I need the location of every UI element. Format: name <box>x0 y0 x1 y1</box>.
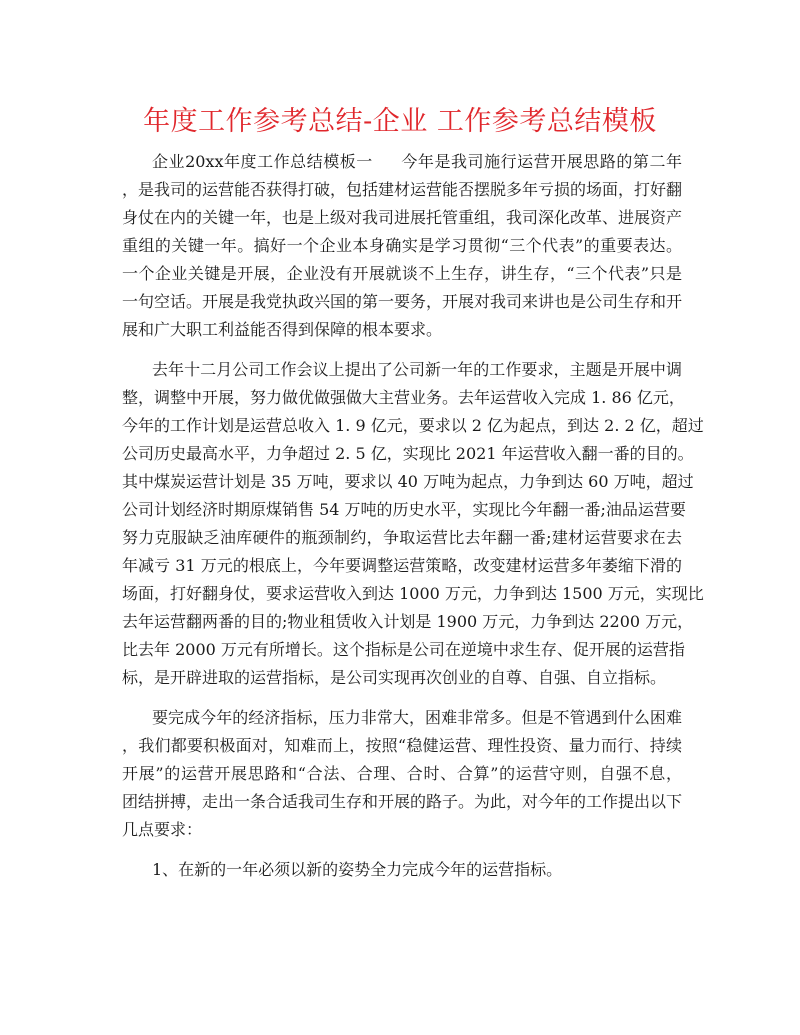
paragraph-line: 企业20xx年度工作总结模板一 今年是我司施行运营开展思路的第二年 <box>152 152 682 171</box>
paragraph-line: 重组的关键一年。搞好一个企业本身确实是学习贯彻“三个代表”的重要表达。 <box>122 236 682 255</box>
paragraph-line: 今年的工作计划是运营总收入 1. 9 亿元，要求以 2 亿为起点，到达 2. 2 亿，超过 <box>122 416 704 435</box>
paragraph-line: 比去年 2000 万元有所增长。这个指标是公司在逆境中求生存、促开展的运营指 <box>122 640 685 659</box>
paragraph-line: 公司计划经济时期原煤销售 54 万吨的历史水平，实现比今年翻一番;油品运营要 <box>122 500 686 519</box>
paragraph-line: 努力克服缺乏油库硬件的瓶颈制约，争取运营比去年翻一番;建材运营要求在去 <box>122 528 682 547</box>
paragraph-line: 其中煤炭运营计划是 35 万吨，要求以 40 万吨为起点，力争到达 60 万吨，超过 <box>122 472 694 491</box>
paragraph-line: 身仗在内的关键一年，也是上级对我司进展托管重组，我司深化改革、进展资产 <box>122 208 683 227</box>
paragraph-line: ，我们都要积极面对，知难而上，按照“稳健运营、理性投资、量力而行、持续 <box>122 736 682 755</box>
paragraph-line: 团结拼搏，走出一条合适我司生存和开展的路子。为此，对今年的工作提出以下 <box>122 792 683 811</box>
paragraph-line: 要完成今年的经济指标，压力非常大，困难非常多。但是不管遇到什么困难 <box>152 708 682 727</box>
paragraph-line: 开展”的运营开展思路和“合法、合理、合时、合算”的运营守则，自强不息， <box>122 764 682 783</box>
paragraph-line: 整，调整中开展，努力做优做强做大主营业务。去年运营收入完成 1. 86 亿元， <box>122 388 685 407</box>
paragraph-line: ，是我司的运营能否获得打破，包括建材运营能否摆脱多年亏损的场面，打好翻 <box>122 180 683 199</box>
paragraph-line: 公司历史最高水平，力争超过 2. 5 亿，实现比 2021 年运营收入翻一番的目的。 <box>122 444 694 463</box>
paragraph-line: 展和广大职工利益能否得到保障的根本要求。 <box>122 320 443 339</box>
document-title: 年度工作参考总结-企业 工作参考总结模板 <box>143 106 657 137</box>
paragraph-line: 一句空话。开展是我党执政兴国的第一要务，开展对我司来讲也是公司生存和开 <box>122 292 683 311</box>
paragraph-line: 1、在新的一年必须以新的姿势全力完成今年的运营指标。 <box>152 860 563 879</box>
paragraph-line: 去年运营翻两番的目的;物业租赁收入计划是 1900 万元，力争到达 2200 万元， <box>122 612 694 631</box>
paragraph-line: 年减亏 31 万元的根底上，今年要调整运营策略，改变建材运营多年萎缩下滑的 <box>122 556 682 575</box>
paragraph-line: 去年十二月公司工作会议上提出了公司新一年的工作要求，主题是开展中调 <box>152 360 682 379</box>
intro-heading: 企业20xx年度工作总结模板一 <box>152 152 373 171</box>
paragraph-line: 场面，打好翻身仗，要求运营收入到达 1000 万元，力争到达 1500 万元，实现比 <box>122 584 704 603</box>
paragraph-line: 标，是开辟进取的运营指标，是公司实现再次创业的自尊、自强、自立指标。 <box>122 668 667 687</box>
paragraph-line: 一个企业关键是开展，企业没有开展就谈不上生存，讲生存，“三个代表”只是 <box>122 264 682 283</box>
paragraph-line: 几点要求： <box>122 820 203 839</box>
